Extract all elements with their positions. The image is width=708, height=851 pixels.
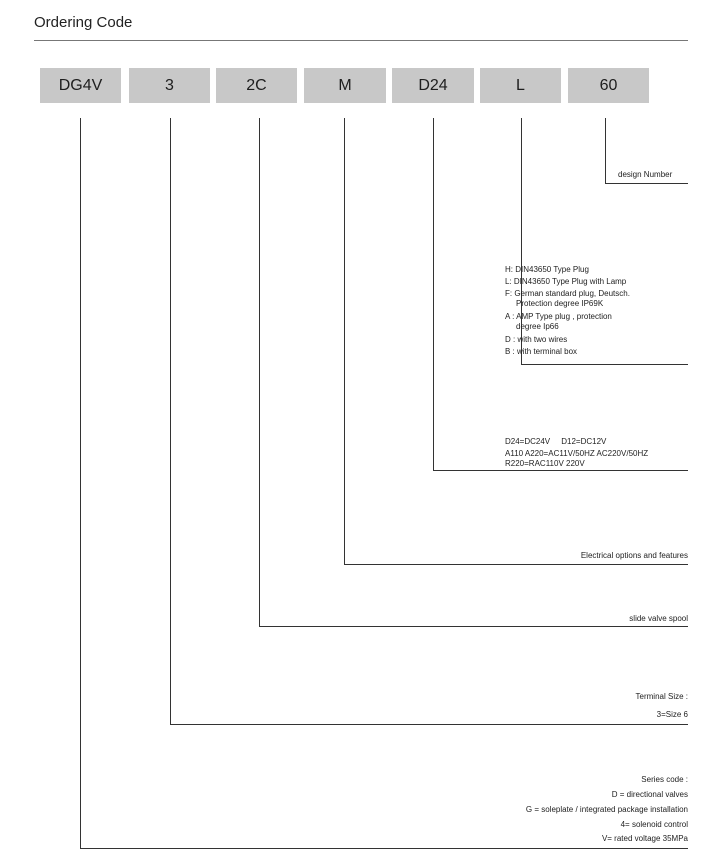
- connector-option-a-detail: degree Ip66: [516, 322, 559, 331]
- electrical-options-label: Electrical options and features: [580, 551, 688, 560]
- voltage-option-ac: A110 A220=AC11V/50HZ AC220V/50HZ: [505, 449, 649, 458]
- terminal-size-value: 3=Size 6: [656, 710, 688, 719]
- connector-line-design-vertical: [605, 118, 606, 183]
- connector-line-size-horizontal: [170, 724, 688, 725]
- terminal-size-label: Terminal Size :: [635, 692, 688, 701]
- connector-option-f: F: German standard plug, Deutsch.: [505, 289, 630, 298]
- series-code-label: Series code :: [641, 775, 688, 784]
- title-divider: [34, 40, 688, 41]
- series-code-v: V= rated voltage 35MPa: [601, 834, 688, 843]
- code-box-spool: 2C: [216, 68, 297, 103]
- code-box-size: 3: [129, 68, 210, 103]
- connector-line-electrical-vertical: [344, 118, 345, 564]
- connector-line-series-vertical: [80, 118, 81, 848]
- code-box-series: DG4V: [40, 68, 121, 103]
- connector-option-a: A : AMP Type plug , protection: [505, 312, 612, 321]
- code-box-electrical: M: [304, 68, 386, 103]
- connector-option-h: H: DIN43650 Type Plug: [505, 265, 589, 274]
- code-box-connector: L: [480, 68, 561, 103]
- connector-line-spool-vertical: [259, 118, 260, 626]
- connector-line-series-horizontal: [80, 848, 688, 849]
- series-code-d: D = directional valves: [611, 790, 688, 799]
- connector-option-l: L: DIN43650 Type Plug with Lamp: [505, 277, 627, 286]
- connector-line-spool-horizontal: [259, 626, 688, 627]
- voltage-option-rac: R220=RAC110V 220V: [505, 459, 585, 468]
- page-title: Ordering Code: [34, 14, 133, 31]
- connector-line-connector-horizontal: [521, 364, 688, 365]
- connector-line-voltage-vertical: [433, 118, 434, 470]
- connector-option-b: B : with terminal box: [505, 347, 578, 356]
- connector-line-voltage-horizontal: [433, 470, 688, 471]
- code-box-voltage: D24: [392, 68, 474, 103]
- series-code-g: G = soleplate / integrated package installation: [525, 805, 688, 814]
- connector-line-electrical-horizontal: [344, 564, 688, 565]
- voltage-option-dc: D24=DC24V D12=DC12V: [505, 437, 607, 446]
- spool-label: slide valve spool: [629, 614, 688, 623]
- connector-option-d: D : with two wires: [505, 335, 568, 344]
- connector-line-design-horizontal: [605, 183, 688, 184]
- connector-line-size-vertical: [170, 118, 171, 724]
- series-code-4: 4= solenoid control: [620, 820, 688, 829]
- code-box-design: 60: [568, 68, 649, 103]
- design-number-label: design Number: [618, 170, 673, 179]
- connector-option-f-detail: Protection degree IP69K: [516, 299, 604, 308]
